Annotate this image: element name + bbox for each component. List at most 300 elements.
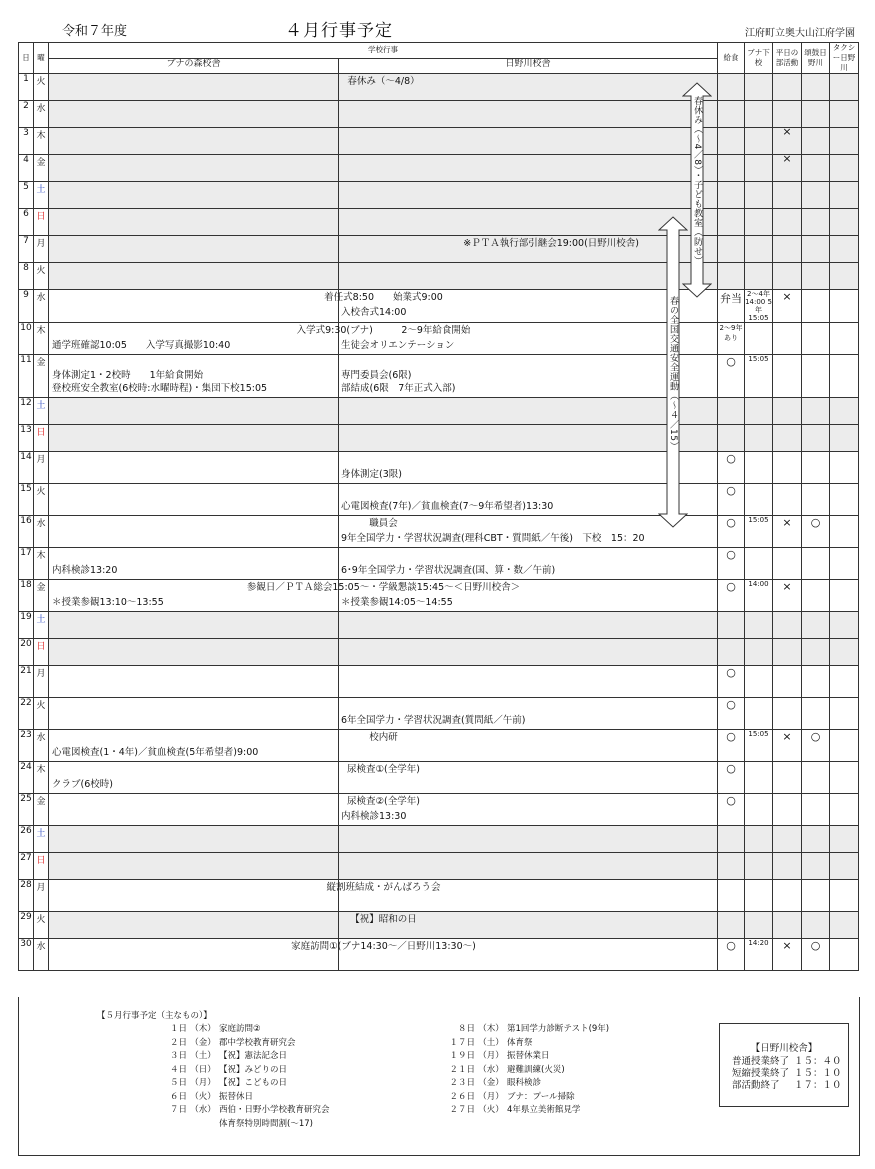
events-cell (49, 101, 718, 128)
day-row (19, 484, 859, 516)
lunch-cell: ○ (718, 939, 745, 971)
day-number: 28 (19, 880, 34, 912)
weekday: 水 (34, 101, 49, 128)
buna-dismissal-cell (745, 182, 773, 209)
buna-dismissal-cell (745, 323, 773, 355)
day-number: 10 (19, 323, 34, 355)
event-text: 着任式8:50 始業式9:00 (324, 292, 443, 303)
taxi-cell (830, 880, 859, 912)
buna-dismissal-cell: 15:05 (745, 730, 773, 762)
weekday: 月 (34, 666, 49, 698)
ensemble-cell (802, 548, 830, 580)
may-weekday: （水） (478, 1064, 504, 1075)
weekday: 火 (34, 698, 49, 730)
lunch-cell (718, 612, 745, 639)
events-cell (49, 128, 718, 155)
lunch-cell: ○ (718, 762, 745, 794)
weekday: 火 (34, 912, 49, 939)
ensemble-cell (802, 452, 830, 484)
weekday: 日 (34, 853, 49, 880)
lunch-cell (718, 263, 745, 290)
weekday: 水 (34, 290, 49, 323)
day-row (19, 425, 859, 452)
may-event-row (447, 1037, 609, 1051)
ensemble-column-header: 頌鼓日野川 (802, 43, 830, 74)
taxi-cell (830, 612, 859, 639)
buna-dismissal-cell (745, 398, 773, 425)
weekday-club-cell (773, 794, 802, 826)
weekday-club-cell (773, 355, 802, 398)
ensemble-cell (802, 580, 830, 612)
day-row (19, 355, 859, 398)
may-weekday: （土） (190, 1051, 216, 1061)
weekday: 水 (34, 516, 49, 548)
lunch-cell: ○ (718, 698, 745, 730)
day-number: 4 (19, 155, 34, 182)
day-number: 13 (19, 425, 34, 452)
taxi-cell (830, 128, 859, 155)
weekday-club-cell (773, 323, 802, 355)
event-text: 身体測定(3限) (341, 469, 402, 480)
events-cell (49, 209, 718, 236)
weekday-club-cell (773, 762, 802, 794)
weekday-club-cell: × (773, 128, 802, 155)
weekday: 土 (34, 612, 49, 639)
buna-dismissal-cell: 15:05 (745, 355, 773, 398)
weekday-club-cell: × (773, 730, 802, 762)
day-row (19, 74, 859, 101)
event-text: 6年全国学力・学習状況調査(質問紙／午前) (341, 715, 526, 726)
day-row (19, 912, 859, 939)
event-text: ※ＰＴＡ執行部引継会19:00(日野川校舎) (463, 238, 639, 249)
weekday-club-cell (773, 612, 802, 639)
hino-time-value: １５：４０ (794, 1056, 842, 1067)
ensemble-cell (802, 74, 830, 101)
weekday: 月 (34, 236, 49, 263)
lunch-cell (718, 398, 745, 425)
taxi-cell (830, 323, 859, 355)
day-row (19, 516, 859, 548)
weekday: 金 (34, 155, 49, 182)
events-cell (49, 939, 718, 971)
ensemble-cell (802, 853, 830, 880)
event-text: 縦割班結成・がんばろう会 (326, 882, 441, 893)
hino-time-label: 部活動終了 (732, 1080, 780, 1091)
may-event-row (159, 1091, 330, 1105)
weekday-club-column-header: 平日の部活動 (773, 43, 802, 74)
lunch-cell (718, 425, 745, 452)
taxi-cell (830, 290, 859, 323)
hino-time-row (732, 1068, 848, 1080)
buna-dismissal-cell (745, 263, 773, 290)
day-number: 11 (19, 355, 34, 398)
taxi-cell (830, 155, 859, 182)
taxi-cell (830, 484, 859, 516)
lunch-cell (718, 912, 745, 939)
campus-hino-header: 日野川校舎 (505, 58, 551, 69)
day-row (19, 762, 859, 794)
may-date: １日 (169, 1024, 187, 1034)
buna-dismissal-column-header: ブナ下校 (745, 43, 773, 74)
may-event: 【祝】こどもの日 (219, 1078, 288, 1088)
buna-dismissal-cell (745, 612, 773, 639)
events-cell (49, 548, 718, 580)
day-number: 24 (19, 762, 34, 794)
day-number: 8 (19, 263, 34, 290)
weekday: 木 (34, 762, 49, 794)
events-cell (49, 730, 718, 762)
events-cell (49, 155, 718, 182)
weekday-club-cell (773, 425, 802, 452)
weekday: 金 (34, 580, 49, 612)
taxi-cell (830, 794, 859, 826)
may-weekday: （水） (190, 1105, 216, 1115)
buna-dismissal-cell (745, 666, 773, 698)
may-date: ２日 (169, 1037, 187, 1048)
may-date: ４日 (169, 1064, 187, 1075)
may-date: ２１日 (449, 1064, 475, 1075)
events-cell (49, 580, 718, 612)
traffic-safety-label: 春の全国交通安全運動（～４／15） (668, 296, 678, 451)
day-number: 17 (19, 548, 34, 580)
events-cell (49, 666, 718, 698)
weekday-club-cell (773, 101, 802, 128)
may-event-row (447, 1077, 609, 1091)
taxi-cell (830, 639, 859, 666)
may-schedule-title: 【５月行事予定（主なもの）】 (97, 1011, 212, 1021)
ensemble-cell: ○ (802, 516, 830, 548)
event-text: 参観日／ＰＴＡ総会15:05～・学級懇談15:45～＜日野川校舎＞ (246, 582, 521, 593)
event-text: 【祝】昭和の日 (350, 914, 417, 925)
day-number: 19 (19, 612, 34, 639)
day-row (19, 698, 859, 730)
taxi-cell (830, 853, 859, 880)
weekday: 日 (34, 425, 49, 452)
events-cell (49, 74, 718, 101)
school-name: 江府町立奥大山江府学園 (745, 28, 855, 39)
may-event-row (447, 1023, 609, 1037)
lunch-cell (718, 155, 745, 182)
may-date: １７日 (449, 1037, 475, 1048)
event-text: 9年全国学力・学習状況調査(理科CBT・質問紙／午後) 下校 15：20 (341, 533, 645, 544)
day-row (19, 939, 859, 971)
event-text: 専門委員会(6限) (341, 370, 412, 381)
weekday-club-cell (773, 452, 802, 484)
may-schedule-section (18, 997, 860, 1156)
day-number: 12 (19, 398, 34, 425)
event-text: 内科検診13:20 (52, 565, 118, 576)
weekday: 月 (34, 452, 49, 484)
buna-dismissal-cell (745, 762, 773, 794)
events-cell (49, 762, 718, 794)
hino-box-title: 【日野川校舎】 (750, 1043, 818, 1054)
weekday-club-cell (773, 853, 802, 880)
event-text: 職員会 (369, 518, 398, 529)
may-event-row (447, 1050, 609, 1064)
day-number: 6 (19, 209, 34, 236)
day-number: 7 (19, 236, 34, 263)
lunch-cell: ○ (718, 794, 745, 826)
ensemble-cell (802, 182, 830, 209)
buna-dismissal-cell (745, 826, 773, 853)
weekday: 土 (34, 182, 49, 209)
day-row (19, 101, 859, 128)
ensemble-cell (802, 425, 830, 452)
hino-time-row (732, 1056, 848, 1068)
day-row (19, 580, 859, 612)
ensemble-cell (802, 880, 830, 912)
may-event: 郡中学校教育研究会 (219, 1037, 296, 1048)
events-cell (49, 398, 718, 425)
may-weekday: （火） (478, 1105, 504, 1115)
event-text: 身体測定1・2校時 1年給食開始 (52, 370, 204, 381)
may-weekday: （月） (190, 1078, 216, 1088)
buna-dismissal-cell: 14:00 (745, 580, 773, 612)
taxi-cell (830, 516, 859, 548)
event-text: ＊授業参観14:05～14:55 (341, 597, 453, 608)
day-number: 14 (19, 452, 34, 484)
buna-dismissal-cell (745, 155, 773, 182)
day-row (19, 155, 859, 182)
lunch-cell (718, 209, 745, 236)
day-number: 29 (19, 912, 34, 939)
weekday-club-cell (773, 639, 802, 666)
buna-dismissal-cell (745, 639, 773, 666)
may-list-right (447, 1023, 609, 1118)
buna-dismissal-cell: 2～4年 14:00 5年 15:05 (745, 290, 772, 322)
buna-dismissal-cell (745, 128, 773, 155)
taxi-cell (830, 74, 859, 101)
ensemble-cell (802, 698, 830, 730)
events-cell (49, 516, 718, 548)
weekday-club-cell: × (773, 939, 802, 971)
event-text: 入学式9:30(ブナ) 2～9年給食開始 (296, 325, 471, 336)
lunch-cell (718, 128, 745, 155)
lunch-cell (718, 101, 745, 128)
ensemble-cell (802, 290, 830, 323)
day-number: 30 (19, 939, 34, 971)
buna-dismissal-cell (745, 794, 773, 826)
ensemble-cell (802, 209, 830, 236)
may-event-row (159, 1023, 330, 1037)
taxi-cell (830, 826, 859, 853)
lunch-cell (718, 74, 745, 101)
day-row (19, 639, 859, 666)
day-number: 2 (19, 101, 34, 128)
may-date: ５日 (169, 1078, 187, 1088)
may-weekday: （金） (190, 1037, 216, 1048)
events-cell (49, 880, 718, 912)
may-event: 振替休業日 (507, 1051, 550, 1061)
weekday-club-cell (773, 548, 802, 580)
ensemble-cell (802, 912, 830, 939)
may-date: ２３日 (449, 1078, 475, 1088)
event-text: 尿検査①(全学年) (347, 764, 420, 775)
events-cell (49, 912, 718, 939)
weekday: 土 (34, 398, 49, 425)
campus-buna-header: ブナの森校舎 (166, 58, 221, 69)
day-number: 25 (19, 794, 34, 826)
ensemble-cell (802, 612, 830, 639)
weekday: 水 (34, 730, 49, 762)
weekday: 金 (34, 794, 49, 826)
buna-dismissal-cell (745, 853, 773, 880)
weekday: 火 (34, 74, 49, 101)
day-row (19, 263, 859, 290)
may-event: 【祝】みどりの日 (219, 1064, 288, 1075)
ensemble-cell (802, 236, 830, 263)
day-number: 22 (19, 698, 34, 730)
taxi-cell (830, 182, 859, 209)
day-row (19, 236, 859, 263)
april-schedule-table (18, 42, 859, 971)
buna-dismissal-cell (745, 425, 773, 452)
events-cell (49, 323, 718, 355)
may-event-row (159, 1104, 330, 1118)
event-text: 6･9年全国学力・学習状況調査(国、算・数／午前) (341, 565, 556, 576)
events-cell (49, 853, 718, 880)
may-weekday: （金） (478, 1078, 504, 1088)
taxi-cell (830, 698, 859, 730)
buna-dismissal-cell (745, 912, 773, 939)
campus-header (49, 58, 718, 74)
buna-dismissal-cell (745, 452, 773, 484)
may-event: 体育祭 (507, 1037, 533, 1048)
lunch-cell: ○ (718, 730, 745, 762)
taxi-cell (830, 209, 859, 236)
day-number: 27 (19, 853, 34, 880)
may-event-row (447, 1104, 609, 1118)
event-text: 家庭訪問①(ブナ14:30～／日野川13:30～) (291, 941, 476, 952)
ensemble-cell (802, 398, 830, 425)
may-event: 家庭訪問② (219, 1024, 261, 1034)
may-date: １９日 (449, 1051, 475, 1061)
weekday: 木 (34, 323, 49, 355)
day-row (19, 730, 859, 762)
day-row (19, 548, 859, 580)
weekday-club-cell (773, 666, 802, 698)
may-date: ７日 (169, 1105, 187, 1115)
may-weekday: （月） (478, 1051, 504, 1061)
hino-time-row (732, 1080, 848, 1092)
ensemble-cell (802, 101, 830, 128)
lunch-cell: ○ (718, 452, 745, 484)
may-event: 眼科検診 (507, 1078, 542, 1088)
ensemble-cell (802, 762, 830, 794)
events-cell (49, 794, 718, 826)
event-text: 部結成(6限 7年正式入部) (341, 383, 456, 394)
may-weekday: （日） (190, 1064, 216, 1075)
buna-dismissal-cell (745, 236, 773, 263)
buna-dismissal-cell: 14:20 (745, 939, 773, 971)
event-text: 尿検査②(全学年) (347, 796, 420, 807)
weekday-club-cell: × (773, 155, 802, 182)
ensemble-cell (802, 666, 830, 698)
day-number: 21 (19, 666, 34, 698)
lunch-cell (718, 182, 745, 209)
event-text: 通学班確認10:05 入学写真撮影10:40 (52, 340, 231, 351)
buna-dismissal-cell: 15:05 (745, 516, 773, 548)
ensemble-cell: ○ (802, 730, 830, 762)
events-cell (49, 263, 718, 290)
taxi-cell (830, 263, 859, 290)
weekday-club-cell (773, 398, 802, 425)
event-text: 入校舎式14:00 (341, 307, 407, 318)
day-number: 15 (19, 484, 34, 516)
page-header (0, 0, 875, 40)
day-row (19, 880, 859, 912)
page-title: ４月行事予定 (285, 21, 393, 41)
may-weekday: （木） (478, 1024, 504, 1034)
may-weekday: （土） (478, 1037, 504, 1048)
buna-dismissal-cell (745, 548, 773, 580)
day-column-header: 日 (19, 43, 34, 74)
may-list-left (159, 1023, 330, 1131)
events-cell (49, 698, 718, 730)
weekday-club-cell: × (773, 290, 802, 323)
ensemble-cell (802, 639, 830, 666)
taxi-cell (830, 548, 859, 580)
weekday-club-cell (773, 826, 802, 853)
day-number: 3 (19, 128, 34, 155)
lunch-cell (718, 826, 745, 853)
weekday-club-cell (773, 484, 802, 516)
hino-time-value: １５：１０ (794, 1068, 842, 1079)
hino-time-label: 普通授業終了 (732, 1056, 790, 1067)
taxi-cell (830, 580, 859, 612)
lunch-cell: 2～9年 あり (718, 323, 745, 355)
buna-dismissal-cell (745, 698, 773, 730)
day-row (19, 826, 859, 853)
taxi-cell (830, 452, 859, 484)
day-row (19, 794, 859, 826)
lunch-cell: ○ (718, 548, 745, 580)
weekday-club-cell (773, 912, 802, 939)
lunch-cell: ○ (718, 666, 745, 698)
taxi-cell (830, 939, 859, 971)
event-text: ＊授業参観13:10～13:55 (52, 597, 164, 608)
weekday: 日 (34, 639, 49, 666)
day-row (19, 612, 859, 639)
lunch-cell (718, 880, 745, 912)
may-event: 体育祭特別時間割(～17) (219, 1118, 313, 1129)
ensemble-cell (802, 355, 830, 398)
buna-dismissal-cell (745, 484, 773, 516)
may-event-row (159, 1064, 330, 1078)
ensemble-cell (802, 794, 830, 826)
ensemble-cell (802, 155, 830, 182)
may-event: 振替休日 (219, 1091, 254, 1102)
hino-time-label: 短縮授業終了 (732, 1068, 790, 1079)
fiscal-year: 令和７年度 (62, 24, 128, 39)
weekday: 金 (34, 355, 49, 398)
day-number: 23 (19, 730, 34, 762)
lunch-cell (718, 853, 745, 880)
may-event-row (159, 1118, 330, 1132)
taxi-cell (830, 236, 859, 263)
may-event: 避難訓練(火災) (507, 1064, 565, 1075)
day-row (19, 853, 859, 880)
may-weekday: （火） (190, 1091, 216, 1102)
taxi-cell (830, 912, 859, 939)
day-row (19, 290, 859, 323)
weekday: 土 (34, 826, 49, 853)
may-date: ３日 (169, 1051, 187, 1061)
may-event: 【祝】憲法記念日 (219, 1051, 288, 1061)
events-cell (49, 290, 718, 323)
may-event: 西伯・日野小学校教育研究会 (219, 1105, 330, 1115)
taxi-cell (830, 425, 859, 452)
